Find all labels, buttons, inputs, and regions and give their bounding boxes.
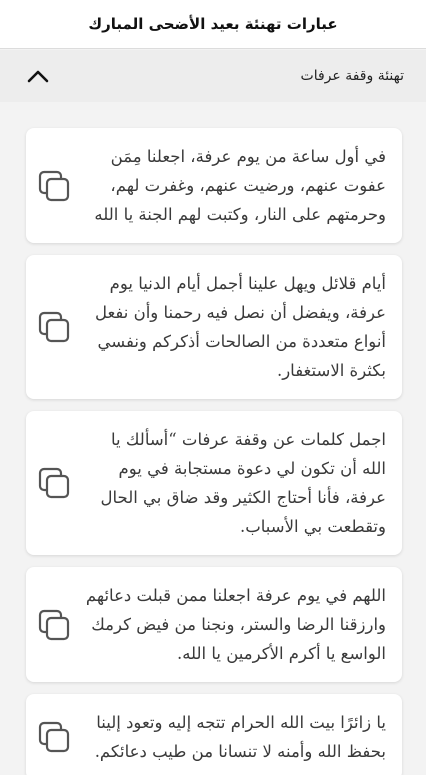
app-header: [0, 0, 426, 49]
phrase-card: [26, 567, 402, 682]
copy-icon[interactable]: [34, 166, 74, 206]
copy-icon[interactable]: [34, 605, 74, 645]
phrase-text: اجمل كلمات عن وقفة عرفات “أسألك يا الله أن تكون لي دعوة مستجابة في يوم عرفة، فأنا أحتاج الكثير وقد ضاق بي الحال وتقطعت بي الأسباب.: [100, 430, 386, 536]
copy-icon[interactable]: [34, 307, 74, 347]
page-title: عبارات تهنئة بعيد الأضحى المبارك: [88, 15, 338, 33]
copy-icon[interactable]: [34, 717, 74, 757]
phrases-list: [0, 102, 426, 775]
section-header-arafat[interactable]: [0, 50, 426, 102]
chevron-up-icon[interactable]: [26, 64, 50, 88]
section-title: تهنئة وقفة عرفات: [300, 68, 404, 84]
phrase-card: [26, 255, 402, 399]
copy-icon[interactable]: [34, 463, 74, 503]
phrase-card: [26, 128, 402, 243]
phrase-text: أيام قلائل ويهل علينا أجمل أيام الدنيا يوم عرفة، ويفضل أن نصل فيه رحمنا وأن نفعل أنواع متعددة من الصالحات أذكركم ونفسي بكثرة الاستغفار.: [94, 274, 386, 380]
phrase-card: [26, 694, 402, 775]
phrase-text: اللهم في يوم عرفة اجعلنا ممن قبلت دعائهم وارزقنا الرضا والستر، ونجنا من فيض كرمك الواسع يا أكرم الأكرمين يا الله.: [85, 586, 386, 663]
phrase-text: يا زائرًا بيت الله الحرام تتجه إليه وتعود إلينا بحفظ الله وأمنه لا تنسانا من طيب دعائكم.: [94, 713, 386, 761]
phrase-card: [26, 411, 402, 555]
phrase-text: في أول ساعة من يوم عرفة، اجعلنا مِمَن عفوت عنهم، ورضيت عنهم، وغفرت لهم، وحرمتهم على النار، وكتبت لهم الجنة يا الله: [94, 147, 386, 224]
